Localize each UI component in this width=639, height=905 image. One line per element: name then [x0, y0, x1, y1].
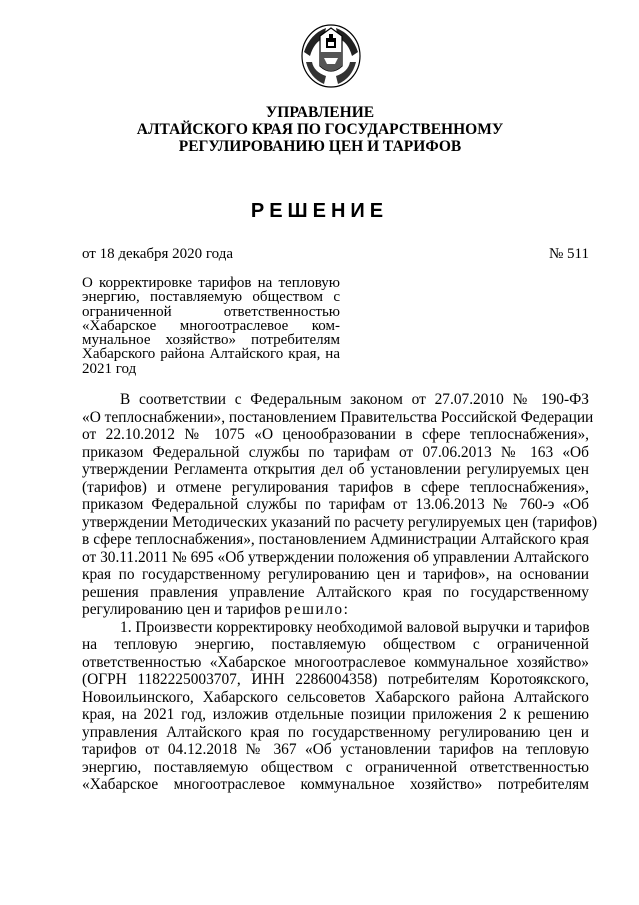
- body-line: приказом Федеральной службы по тарифам от 07.06.2013 № 163 «Об: [82, 443, 589, 461]
- subject-line: ограниченной ответственностью: [82, 303, 340, 320]
- decided-word: решило:: [284, 601, 350, 618]
- body-line: «О теплоснабжении», постановлением Правительства Российской Федерации: [82, 408, 594, 426]
- body-line: тарифов от 04.12.2018 № 367 «Об установлении тарифов на тепловую: [82, 741, 589, 758]
- header-line-1: УПРАВЛЕНИЕ: [265, 104, 375, 121]
- subject-line: мунальное хозяйство» потребителям: [82, 332, 340, 349]
- body-line: от 22.10.2012 № 1075 «О ценообразовании в сфере теплоснабжения»,: [82, 426, 589, 443]
- subject-line: Хабарского района Алтайского края, на: [82, 346, 340, 363]
- subject-line: «Хабарское многоотраслевое ком-: [82, 317, 340, 334]
- decision-date: от 18 декабря 2020 года: [82, 246, 234, 262]
- subject-line: 2021 год: [82, 360, 137, 377]
- body-line: от 30.11.2011 № 695 «Об утверждении положения об управлении Алтайского: [82, 548, 589, 566]
- body-line: «Хабарское многоотраслевое коммунальное хозяйство» потребителям: [82, 776, 589, 793]
- decision-subject: [82, 276, 340, 376]
- body-line: края, на 2021 год, изложив отдельные позиции приложения 2 к решению: [82, 706, 589, 723]
- decision-number: № 511: [548, 246, 589, 262]
- subject-line: О корректировке тарифов на тепловую: [82, 275, 340, 291]
- body-line: утверждении Методических указаний по расчету регулируемых цен (тарифов): [82, 513, 598, 531]
- coat-of-arms-emblem: [300, 22, 362, 88]
- body-line: решения правления управление Алтайского края по государственному: [82, 583, 589, 601]
- body-line: ответственностью «Хабарское многоотраслевое коммунальное хозяйство»: [82, 653, 589, 671]
- issuing-authority-header: [80, 104, 560, 155]
- body-text: регулированию цен и тарифов: [82, 601, 281, 618]
- document-title: РЕШЕНИЕ: [250, 200, 389, 222]
- body-line: энергию, поставляемую обществом с ограниченной ответственностью: [82, 758, 589, 776]
- subject-line: энергию, поставляемую обществом с: [82, 289, 340, 306]
- body-line: в сфере теплоснабжения», постановлением Администрации Алтайского края: [82, 531, 589, 548]
- decision-body: [82, 391, 598, 794]
- body-line: на тепловую энергию, поставляемую обществом с ограниченной: [82, 636, 589, 653]
- body-line: управления Алтайского края по государственному регулированию цен и: [82, 723, 589, 741]
- body-line-last: [82, 601, 589, 619]
- body-line: 1. Произвести корректировку необходимой валовой выручки и тарифов: [120, 618, 590, 636]
- body-line: утверждении Регламента открытия дел об установлении регулируемых цен: [82, 461, 589, 478]
- body-line: В соответствии с Федеральным законом от 27.07.2010 № 190-ФЗ: [120, 391, 589, 408]
- body-line: приказом Федеральной службы по тарифам от 13.06.2013 № 760-э «Об: [82, 496, 589, 513]
- body-line: (тарифов) и отмене регулирования тарифов в сфере теплоснабжения»,: [82, 478, 589, 496]
- header-line-2: АЛТАЙСКОГО КРАЯ ПО ГОСУДАРСТВЕННОМУ: [136, 121, 504, 138]
- body-line: (ОГРН 1182225003707, ИНН 2286004358) потребителям Коротоякского,: [82, 671, 589, 688]
- body-line: Новоильинского, Хабарского сельсоветов Хабарского района Алтайского: [82, 688, 589, 706]
- body-line: края по государственному регулированию цен и тарифов», на основании: [82, 566, 589, 583]
- header-line-3: РЕГУЛИРОВАНИЮ ЦЕН И ТАРИФОВ: [178, 138, 462, 155]
